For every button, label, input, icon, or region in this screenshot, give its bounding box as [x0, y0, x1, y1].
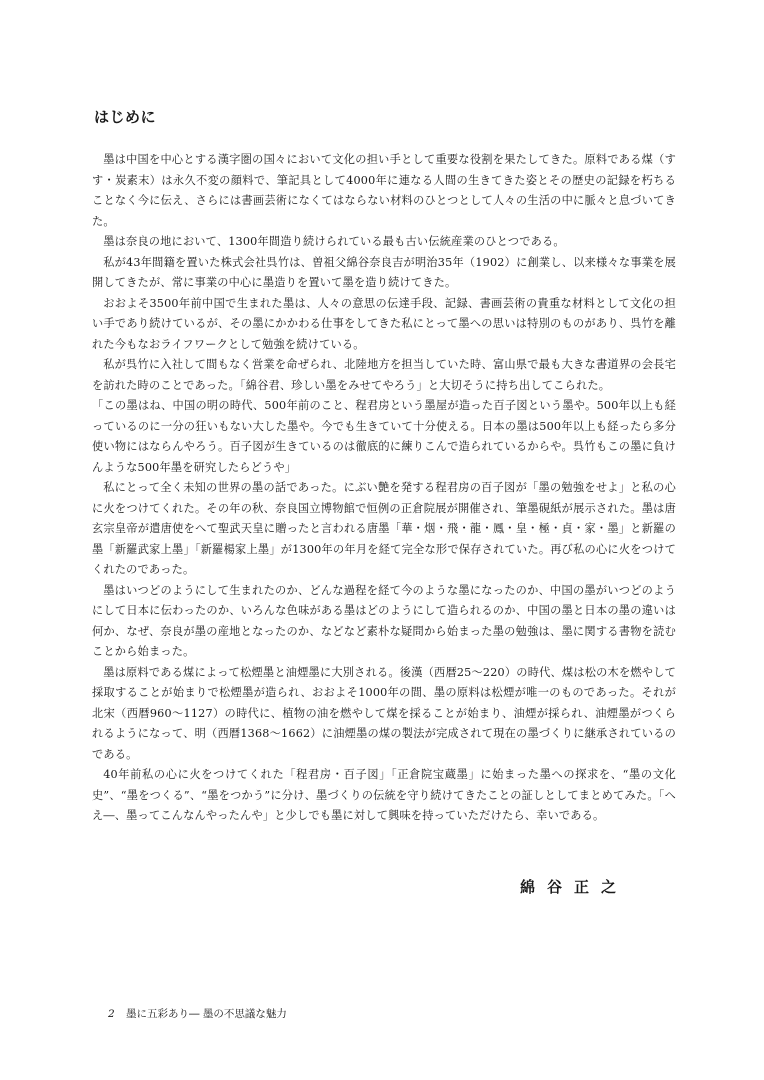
paragraph: 40年前私の心に火をつけてくれた「程君房・百子図」「正倉院宝蔵墨」に始まった墨への探求を、“墨の文化史”、“墨をつくる”、“墨をつかう”に分け、墨づくりの伝統を守り続けてきたことの証しとしてまとめてみた。「へえ―、墨ってこんなんやったんや」と少しでも墨に対して興味を持っていただけたら、幸いである。	[92, 768, 676, 822]
page-title: はじめに	[94, 108, 157, 126]
paragraph: 墨は中国を中心とする漢字圏の国々において文化の担い手として重要な役割を果たしてきた。原料である煤（すす・炭素末）は永久不変の顔料で、筆記具として4000年に連なる人間の生きてきた姿とその歴史の記録を朽ちることなく今に伝え、さらには書画芸術になくてはならない材料のひとつとして人々の生活の中に脈々と息づいてきた。	[92, 153, 676, 228]
author-signature: 綿谷正之	[520, 878, 629, 896]
page-footer	[108, 1006, 287, 1021]
paragraph: 墨は原料である煤によって松煙墨と油煙墨に大別される。後漢（西暦25～220）の時代、煤は松の木を燃やして採取することが始まりで松煙墨が造られ、おおよそ1000年の間、墨の原料は松煙が唯一のものであった。それが北宋（西暦960～1127）の時代に、植物の油を燃やして煤を採ることが始まり、油煙が採られ、油煙墨がつくられるようになって、明（西暦1368～1662）に油煙墨の煤の製法が完成されて現在の墨づくりに継承されているのである。	[92, 665, 676, 761]
paragraph: 私が43年間籍を置いた株式会社呉竹は、曽祖父綿谷奈良吉が明治35年（1902）に創業し、以来様々な事業を展開してきたが、常に事業の中心に墨造りを置いて墨を造り続けてきた。	[92, 255, 676, 289]
page-number: 2	[108, 1008, 115, 1020]
quote-paragraph: 「この墨はね、中国の明の時代、500年前のこと、程君房という墨屋が造った百子図という墨や。500年以上も経っているのに一分の狂いもない大した墨や。今でも生きていて十分使える。日本の墨は500年以上も経ったら多分使い物にはならんやろう。百子図が生きているのは徹底的に練りこんで造られているからや。呉竹もこの墨に負けんような500年墨を研究したらどうや」	[92, 399, 676, 474]
paragraph: 私にとって全く未知の世界の墨の話であった。にぶい艶を発する程君房の百子図が「墨の勉強をせよ」と私の心に火をつけてくれた。その年の秋、奈良国立博物館で恒例の正倉院展が開催され、筆墨硯紙が展示された。墨は唐玄宗皇帝が遣唐使をへて聖武天皇に贈ったと言われる唐墨「華・烟・飛・龍・鳳・皇・極・貞・家・墨」と新羅の墨「新羅武家上墨」「新羅楊家上墨」が1300年の年月を経て完全な形で保存されていた。再び私の心に火をつけてくれたのであった。	[92, 481, 676, 576]
paragraph: おおよそ3500年前中国で生まれた墨は、人々の意思の伝達手段、記録、書画芸術の貴重な材料として文化の担い手であり続けているが、その墨にかかわる仕事をしてきた私にとって墨への思いは特別のものがあり、呉竹を離れた今もなおライフワークとして勉強を続けている。	[92, 296, 676, 351]
body-text	[92, 150, 676, 827]
book-title: 墨に五彩あり― 墨の不思議な魅力	[126, 1008, 287, 1020]
paragraph: 私が呉竹に入社して間もなく営業を命ぜられ、北陸地方を担当していた時、富山県で最も大きな書道界の会長宅を訪れた時のことであった。「綿谷君、珍しい墨をみせてやろう」と大切そうに持ち出してこられた。	[92, 358, 676, 392]
paragraph: 墨はいつどのようにして生まれたのか、どんな過程を経て今のような墨になったのか、中国の墨がいつどのようにして日本に伝わったのか、いろんな色味がある墨はどのようにして造られるのか、中国の墨と日本の墨の違いは何か、なぜ、奈良が墨の産地となったのか、などなど素朴な疑問から始まった墨の勉強は、墨に関する書物を読むことから始まった。	[92, 583, 676, 658]
paragraph: 墨は奈良の地において、1300年間造り続けられている最も古い伝統産業のひとつである。	[103, 235, 565, 248]
